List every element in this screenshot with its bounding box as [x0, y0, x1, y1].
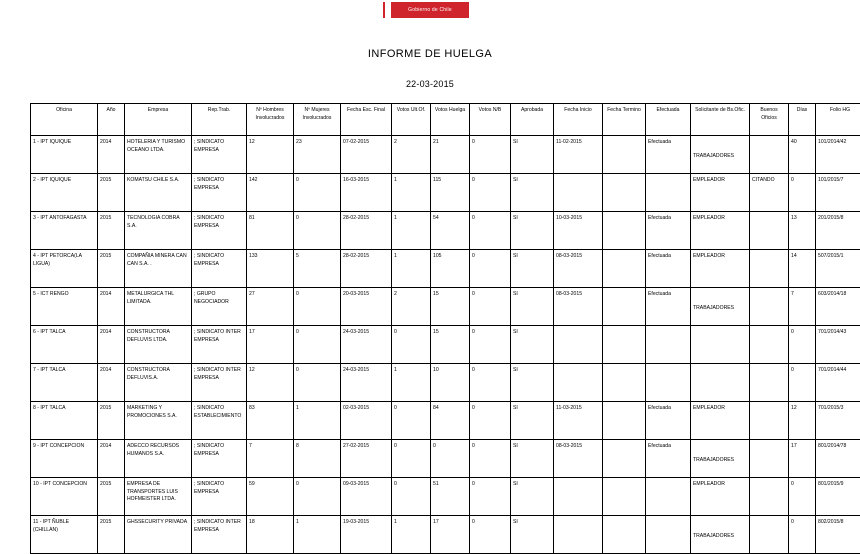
cell-oficina: 9 - IPT CONCEPCION — [31, 440, 98, 478]
cell-fecha-inicio: 08-03-2015 — [554, 288, 603, 326]
cell-fecha-inicio: 11-03-2015 — [554, 402, 603, 440]
cell-fecha-inicio: 08-03-2015 — [554, 250, 603, 288]
cell-efectuada — [646, 326, 691, 364]
table-row — [31, 250, 860, 288]
cell-fecha-termino — [603, 402, 646, 440]
cell-votos-huelga: 17 — [431, 516, 470, 554]
cell-buenos-oficios — [750, 478, 789, 516]
cell-votos-huelga: 105 — [431, 250, 470, 288]
cell-mujeres: 1 — [294, 516, 341, 554]
cell-rep-trab: ; GRUPO NEGOCIADOR — [192, 288, 247, 326]
cell-folio: 801/2014/78 — [816, 440, 860, 478]
cell-votos-ult: 1 — [392, 212, 431, 250]
cell-fecha-esc: 20-03-2015 — [341, 288, 392, 326]
cell-votos-huelga: 15 — [431, 288, 470, 326]
cell-votos-ult: 0 — [392, 440, 431, 478]
cell-oficina: 2 - IPT IQUIQUE — [31, 174, 98, 212]
cell-fecha-termino — [603, 288, 646, 326]
cell-rep-trab: ; SINDICATO INTER EMPRESA — [192, 364, 247, 402]
cell-anio: 2015 — [98, 174, 125, 212]
cell-votos-ult: 0 — [392, 478, 431, 516]
cell-buenos-oficios — [750, 326, 789, 364]
cell-votos-nb: 0 — [470, 250, 511, 288]
cell-solicitante: EMPLEADOR — [691, 402, 750, 440]
cell-solicitante: TRABAJADORES — [691, 516, 750, 554]
cell-mujeres: 0 — [294, 326, 341, 364]
cell-anio: 2014 — [98, 136, 125, 174]
cell-aprobada: SI — [511, 364, 554, 402]
table-row — [31, 402, 860, 440]
cell-aprobada: SI — [511, 402, 554, 440]
cell-empresa: EMPRESA DE TRANSPORTES LUIS HOFMEISTER LTDA. — [125, 478, 192, 516]
cell-mujeres: 8 — [294, 440, 341, 478]
cell-votos-nb: 0 — [470, 212, 511, 250]
cell-votos-ult: 1 — [392, 364, 431, 402]
cell-empresa: CONSTRUCTORA DEFLUVIS.A. — [125, 364, 192, 402]
cell-fecha-termino — [603, 212, 646, 250]
cell-oficina: 11 - IPT ÑUBLE (CHILLAN) — [31, 516, 98, 554]
cell-fecha-esc: 07-02-2015 — [341, 136, 392, 174]
cell-fecha-termino — [603, 174, 646, 212]
cell-dias: 0 — [789, 516, 816, 554]
column-header-solicitante: Solicitante de Bs.Ofic. — [691, 104, 750, 136]
cell-votos-nb: 0 — [470, 288, 511, 326]
cell-solicitante: TRABAJADORES — [691, 136, 750, 174]
cell-anio: 2014 — [98, 440, 125, 478]
cell-dias: 0 — [789, 326, 816, 364]
cell-efectuada — [646, 478, 691, 516]
cell-rep-trab: ; SINDICATO INTER EMPRESA — [192, 326, 247, 364]
cell-folio: 701/2015/3 — [816, 402, 860, 440]
cell-efectuada — [646, 174, 691, 212]
cell-anio: 2015 — [98, 516, 125, 554]
cell-hombres: 12 — [247, 364, 294, 402]
column-header-efectuada: Efectuada — [646, 104, 691, 136]
cell-aprobada: SI — [511, 212, 554, 250]
cell-fecha-esc: 19-03-2015 — [341, 516, 392, 554]
cell-aprobada: SI — [511, 326, 554, 364]
cell-aprobada: SI — [511, 440, 554, 478]
cell-fecha-esc: 24-03-2015 — [341, 364, 392, 402]
table-row — [31, 174, 860, 212]
cell-aprobada: SI — [511, 136, 554, 174]
cell-fecha-esc: 16-03-2015 — [341, 174, 392, 212]
column-header-folio: Folio HG — [816, 104, 860, 136]
cell-fecha-esc: 24-03-2015 — [341, 326, 392, 364]
cell-votos-ult: 1 — [392, 250, 431, 288]
cell-dias: 40 — [789, 136, 816, 174]
cell-efectuada: Efectuada — [646, 402, 691, 440]
table-row — [31, 136, 860, 174]
report-date: 22-03-2015 — [0, 79, 860, 89]
cell-oficina: 4 - IPT PETORCA(LA LIGUA) — [31, 250, 98, 288]
cell-dias: 14 — [789, 250, 816, 288]
cell-oficina: 8 - IPT TALCA — [31, 402, 98, 440]
cell-dias: 0 — [789, 478, 816, 516]
cell-buenos-oficios: CITANDO — [750, 174, 789, 212]
cell-votos-nb: 0 — [470, 402, 511, 440]
cell-efectuada: Efectuada — [646, 136, 691, 174]
table-row — [31, 478, 860, 516]
cell-buenos-oficios — [750, 402, 789, 440]
cell-votos-huelga: 21 — [431, 136, 470, 174]
cell-votos-nb: 0 — [470, 478, 511, 516]
cell-dias: 7 — [789, 288, 816, 326]
cell-oficina: 6 - IPT TALCA — [31, 326, 98, 364]
table-row — [31, 440, 860, 478]
cell-fecha-termino — [603, 478, 646, 516]
column-header-fecha-inicio: Fecha Inicio — [554, 104, 603, 136]
cell-folio: 801/2015/9 — [816, 478, 860, 516]
cell-efectuada: Efectuada — [646, 288, 691, 326]
cell-rep-trab: ; SINDICATO INTER EMPRESA — [192, 516, 247, 554]
cell-hombres: 83 — [247, 402, 294, 440]
cell-anio: 2014 — [98, 288, 125, 326]
column-header-dias: Días — [789, 104, 816, 136]
table-header — [31, 104, 860, 136]
column-header-rep-trab: Rep.Trab. — [192, 104, 247, 136]
cell-hombres: 7 — [247, 440, 294, 478]
column-header-buenos-oficios: Buenos Oficios — [750, 104, 789, 136]
table-row — [31, 212, 860, 250]
cell-folio: 201/2015/8 — [816, 212, 860, 250]
cell-aprobada: SI — [511, 250, 554, 288]
cell-anio: 2015 — [98, 402, 125, 440]
cell-empresa: TECNOLOGIA COBRA S.A. — [125, 212, 192, 250]
cell-anio: 2014 — [98, 364, 125, 402]
cell-votos-ult: 1 — [392, 174, 431, 212]
cell-mujeres: 0 — [294, 288, 341, 326]
cell-fecha-termino — [603, 136, 646, 174]
cell-efectuada: Efectuada — [646, 440, 691, 478]
cell-solicitante: EMPLEADOR — [691, 250, 750, 288]
table-row — [31, 288, 860, 326]
cell-folio: 802/2015/8 — [816, 516, 860, 554]
cell-votos-ult: 0 — [392, 402, 431, 440]
cell-solicitante: TRABAJADORES — [691, 288, 750, 326]
cell-hombres: 18 — [247, 516, 294, 554]
cell-fecha-inicio — [554, 326, 603, 364]
cell-votos-nb: 0 — [470, 174, 511, 212]
page-title: INFORME DE HUELGA — [0, 48, 860, 60]
cell-folio: 507/2015/1 — [816, 250, 860, 288]
column-header-anio: Año — [98, 104, 125, 136]
cell-efectuada — [646, 364, 691, 402]
cell-empresa: METALURGICA THL LIMITADA. — [125, 288, 192, 326]
cell-hombres: 12 — [247, 136, 294, 174]
cell-votos-huelga: 54 — [431, 212, 470, 250]
table-row — [31, 516, 860, 554]
huelga-table — [30, 103, 860, 554]
gobierno-de-chile-logo: Gobierno de Chile — [391, 2, 469, 18]
table-body — [31, 136, 860, 554]
cell-votos-ult: 2 — [392, 288, 431, 326]
logo-bar — [0, 0, 860, 24]
cell-votos-nb: 0 — [470, 440, 511, 478]
cell-buenos-oficios — [750, 136, 789, 174]
cell-fecha-inicio: 08-03-2015 — [554, 440, 603, 478]
cell-dias: 13 — [789, 212, 816, 250]
cell-solicitante: EMPLEADOR — [691, 174, 750, 212]
cell-fecha-termino — [603, 364, 646, 402]
cell-fecha-inicio — [554, 478, 603, 516]
cell-fecha-termino — [603, 250, 646, 288]
column-header-fecha-termino: Fecha Termino — [603, 104, 646, 136]
cell-votos-huelga: 84 — [431, 402, 470, 440]
cell-aprobada: SI — [511, 478, 554, 516]
column-header-oficina: Oficina — [31, 104, 98, 136]
cell-hombres: 59 — [247, 478, 294, 516]
cell-fecha-termino — [603, 326, 646, 364]
cell-buenos-oficios — [750, 288, 789, 326]
cell-rep-trab: ; SINDICATO EMPRESA — [192, 174, 247, 212]
cell-buenos-oficios — [750, 364, 789, 402]
cell-dias: 12 — [789, 402, 816, 440]
cell-votos-ult: 1 — [392, 516, 431, 554]
cell-efectuada — [646, 516, 691, 554]
cell-votos-ult: 2 — [392, 136, 431, 174]
cell-votos-huelga: 15 — [431, 326, 470, 364]
cell-buenos-oficios — [750, 250, 789, 288]
cell-votos-huelga: 0 — [431, 440, 470, 478]
report-table-wrapper — [0, 103, 860, 554]
cell-oficina: 10 - IPT CONCEPCION — [31, 478, 98, 516]
cell-anio: 2015 — [98, 212, 125, 250]
cell-folio: 603/2014/18 — [816, 288, 860, 326]
cell-anio: 2015 — [98, 478, 125, 516]
cell-aprobada: SI — [511, 516, 554, 554]
cell-mujeres: 0 — [294, 212, 341, 250]
cell-rep-trab: ; SINDICATO EMPRESA — [192, 136, 247, 174]
cell-fecha-inicio — [554, 364, 603, 402]
cell-hombres: 17 — [247, 326, 294, 364]
cell-folio: 701/2014/43 — [816, 326, 860, 364]
cell-hombres: 81 — [247, 212, 294, 250]
cell-hombres: 142 — [247, 174, 294, 212]
cell-folio: 101/2014/42 — [816, 136, 860, 174]
cell-mujeres: 0 — [294, 478, 341, 516]
cell-fecha-esc: 02-03-2015 — [341, 402, 392, 440]
cell-rep-trab: ; SINDICATO EMPRESA — [192, 250, 247, 288]
cell-rep-trab: ; SINDICATO EMPRESA — [192, 212, 247, 250]
cell-dias: 17 — [789, 440, 816, 478]
column-header-fecha-esc: Fecha Esc. Final — [341, 104, 392, 136]
cell-efectuada: Efectuada — [646, 212, 691, 250]
cell-fecha-termino — [603, 440, 646, 478]
cell-fecha-esc: 09-03-2015 — [341, 478, 392, 516]
cell-folio: 701/2014/44 — [816, 364, 860, 402]
cell-folio: 101/2015/7 — [816, 174, 860, 212]
table-header-row — [31, 104, 860, 136]
cell-aprobada: SI — [511, 288, 554, 326]
column-header-mujeres: Nº Mujeres Involucrados — [294, 104, 341, 136]
cell-fecha-esc: 28-02-2015 — [341, 250, 392, 288]
column-header-votos-huelga: Votos Huelga — [431, 104, 470, 136]
column-header-empresa: Empresa — [125, 104, 192, 136]
cell-buenos-oficios — [750, 440, 789, 478]
cell-fecha-inicio — [554, 174, 603, 212]
cell-empresa: CONSTRUCTORA DEFLUVIS LTDA. — [125, 326, 192, 364]
cell-buenos-oficios — [750, 212, 789, 250]
cell-rep-trab: ; SINDICATO EMPRESA — [192, 440, 247, 478]
cell-votos-huelga: 10 — [431, 364, 470, 402]
cell-votos-ult: 0 — [392, 326, 431, 364]
cell-fecha-inicio — [554, 516, 603, 554]
cell-aprobada: SI — [511, 174, 554, 212]
cell-anio: 2014 — [98, 326, 125, 364]
cell-votos-nb: 0 — [470, 516, 511, 554]
cell-empresa: MARKETING Y PROMOCIONES S.A. — [125, 402, 192, 440]
cell-mujeres: 23 — [294, 136, 341, 174]
cell-votos-nb: 0 — [470, 364, 511, 402]
cell-solicitante — [691, 326, 750, 364]
cell-oficina: 5 - ICT RENGO — [31, 288, 98, 326]
cell-mujeres: 5 — [294, 250, 341, 288]
cell-fecha-inicio: 11-02-2015 — [554, 136, 603, 174]
cell-empresa: ADECCO RECURSOS HUMANOS S.A. — [125, 440, 192, 478]
cell-empresa: HOTELERIA Y TURISMO OCEANO LTDA. — [125, 136, 192, 174]
column-header-votos-nb: Votos N/B — [470, 104, 511, 136]
cell-oficina: 7 - IPT TALCA — [31, 364, 98, 402]
table-row — [31, 326, 860, 364]
cell-votos-huelga: 51 — [431, 478, 470, 516]
cell-votos-huelga: 115 — [431, 174, 470, 212]
column-header-votos-ult: Votos Ult.Of. — [392, 104, 431, 136]
cell-hombres: 133 — [247, 250, 294, 288]
cell-empresa: GHSSECURITY PRIVADA — [125, 516, 192, 554]
cell-mujeres: 0 — [294, 364, 341, 402]
cell-dias: 0 — [789, 364, 816, 402]
cell-mujeres: 0 — [294, 174, 341, 212]
cell-empresa: KOMATSU CHILE S.A. — [125, 174, 192, 212]
cell-efectuada: Efectuada — [646, 250, 691, 288]
cell-oficina: 3 - IPT ANTOFAGASTA — [31, 212, 98, 250]
table-row — [31, 364, 860, 402]
cell-dias: 0 — [789, 174, 816, 212]
cell-votos-nb: 0 — [470, 136, 511, 174]
cell-solicitante: EMPLEADOR — [691, 212, 750, 250]
cell-buenos-oficios — [750, 516, 789, 554]
cell-hombres: 27 — [247, 288, 294, 326]
cell-solicitante — [691, 364, 750, 402]
cell-fecha-inicio: 10-03-2015 — [554, 212, 603, 250]
cell-fecha-esc: 27-02-2015 — [341, 440, 392, 478]
cell-rep-trab: ; SINDICATO EMPRESA — [192, 478, 247, 516]
cell-rep-trab: ; SINDICATO ESTABLECIMIENTO — [192, 402, 247, 440]
column-header-aprobada: Aprobada — [511, 104, 554, 136]
column-header-hombres: Nº Hombres Involucrados — [247, 104, 294, 136]
cell-anio: 2015 — [98, 250, 125, 288]
cell-fecha-termino — [603, 516, 646, 554]
cell-mujeres: 1 — [294, 402, 341, 440]
cell-votos-nb: 0 — [470, 326, 511, 364]
cell-fecha-esc: 28-02-2015 — [341, 212, 392, 250]
cell-solicitante: EMPLEADOR — [691, 478, 750, 516]
cell-solicitante: TRABAJADORES — [691, 440, 750, 478]
cell-empresa: COMPAÑIA MINERA CAN CAN S.A. . — [125, 250, 192, 288]
cell-oficina: 1 - IPT IQUIQUE — [31, 136, 98, 174]
